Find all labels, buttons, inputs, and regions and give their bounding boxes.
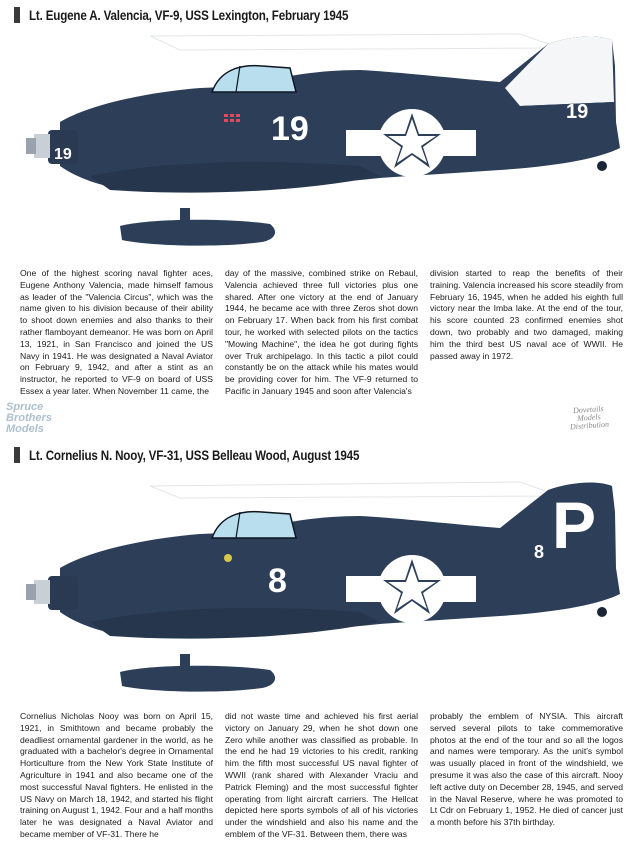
watermark-logo (6, 402, 76, 435)
title-bar-marker (14, 447, 20, 463)
text-column-3 (430, 268, 623, 398)
paragraph: day of the massive, combined strike on Rebaul, Valencia achieved three full victories plus one shared. After one victory at the end of January 1944, he became ace with three Zeros shot down on February 17. When back from his first combat tour, he worked with selected pilots on the tactics "Mowing Machine", the idea he got during fights over Truk archipelago. In this tactic a pilot could constantly be on the attack while his mates would be providing cover for him. The VF-9 returned to Pacific in January 1945 and soon after Valencia's (225, 268, 418, 396)
text-column-3 (430, 711, 623, 841)
watermark-line: Spruce (6, 401, 44, 413)
distributor-line: Distribution (569, 419, 610, 432)
distributor-line: Models (576, 412, 601, 423)
canopy (212, 66, 296, 92)
section-2-title-text: Lt. Cornelius N. Nooy, VF-31, USS Belleau Wood, August 1945 (29, 447, 360, 463)
paragraph: division started to reap the benefits of their training. Valencia increased his score steadily from February 16, 1945, when he added his eighth full victory near the Imba lake. At the end of the tour, his score counted 23 confirmed enemies shot down, two probably and two damaged, making him the third best US naval ace of WWII. He passed away in 1972. (430, 268, 623, 361)
tail-number: 8 (534, 542, 545, 562)
watermark-line: Brothers (6, 412, 52, 424)
unit-emblem (224, 554, 232, 562)
section-1-title-text: Lt. Eugene A. Valencia, VF-9, USS Lexington, February 1945 (29, 7, 349, 23)
paragraph: probably the emblem of NYSIA. This aircraft served several pilots to take commemorative photos at the end of the tour and so all the logos and names were temporary. As the unit's symbol was usually placed in front of the windshield, we presume it was also the case of this aircraft. Nooy left active duty on December 28, 1945, and served in the Naval Reserve, where he was promoted to Lt Cdr on February 1, 1952. He died of cancer just a month before his 37th birthday. (430, 711, 623, 828)
paragraph: Cornelius Nicholas Nooy was born on April 15, 1921, in Smithtown and became probably the deadliest ornamental gardener in the world, as he graduated with a bachelor's degree in Ornamental Horticulture from the New York State Institute of Agriculture in 1941 and also became one of the most successful Naval fighters. He enlisted in the US Navy on March 18, 1942, and started his flight training on August 1, 1942. Four and a half months later he was designated a Naval Aviator and became member of VF-31. There he (20, 711, 214, 839)
hellcat-profile-nooy (0, 468, 635, 704)
text-column-2 (225, 711, 418, 841)
section-2-text-columns (20, 711, 624, 841)
paragraph: did not waste time and achieved his first aerial victory on January 29, when he shot down one Zero while another was classified as probable. In the end he had 19 victories to his credit, ranking him the fifth most successful US naval fighter of WWII (rank shared with Alexander Vraciu and Patrick Fleming) and the most successful fighter operating from light aircraft carriers. The Hellcat depicted here sports symbols of all of his victories under the windshield and also his name and the emblem of the VF-31. Between them, there was (225, 711, 418, 839)
fuselage-number: 19 (271, 110, 309, 148)
paragraph: One of the highest scoring naval fighter aces, Eugene Anthony Valencia, made himself famous as leader of the "Valencia Circus", which was the name given to his division because of their ability to shoot down enemies and also thanks to their rather flamboyant demeanor. He was born on April 13, 1921, in San Francisco and joined the US Navy in 1941. He was designated a Naval Aviator on February 9, 1942, and after a stint as an instructor, he reported to VF-9 on board of USS Essex a year later. When November 11 came, the (20, 268, 213, 396)
text-column-1 (20, 711, 213, 841)
hellcat-profile-valencia (0, 26, 635, 262)
section-1-title (14, 6, 400, 24)
distributor-logo (554, 404, 624, 435)
tail-letter: P (552, 488, 597, 562)
canopy (212, 512, 296, 538)
section-2-title (14, 446, 413, 464)
section-1-text-columns (20, 268, 624, 398)
text-column-2 (225, 268, 418, 398)
cowl-number: 19 (54, 146, 72, 163)
distributor-line: Dovetails (572, 403, 604, 416)
fuselage-number: 8 (268, 562, 287, 600)
watermark-line: Models (6, 423, 44, 435)
text-column-1 (20, 268, 213, 398)
title-bar-marker (14, 7, 20, 23)
tail-number: 19 (566, 101, 589, 123)
